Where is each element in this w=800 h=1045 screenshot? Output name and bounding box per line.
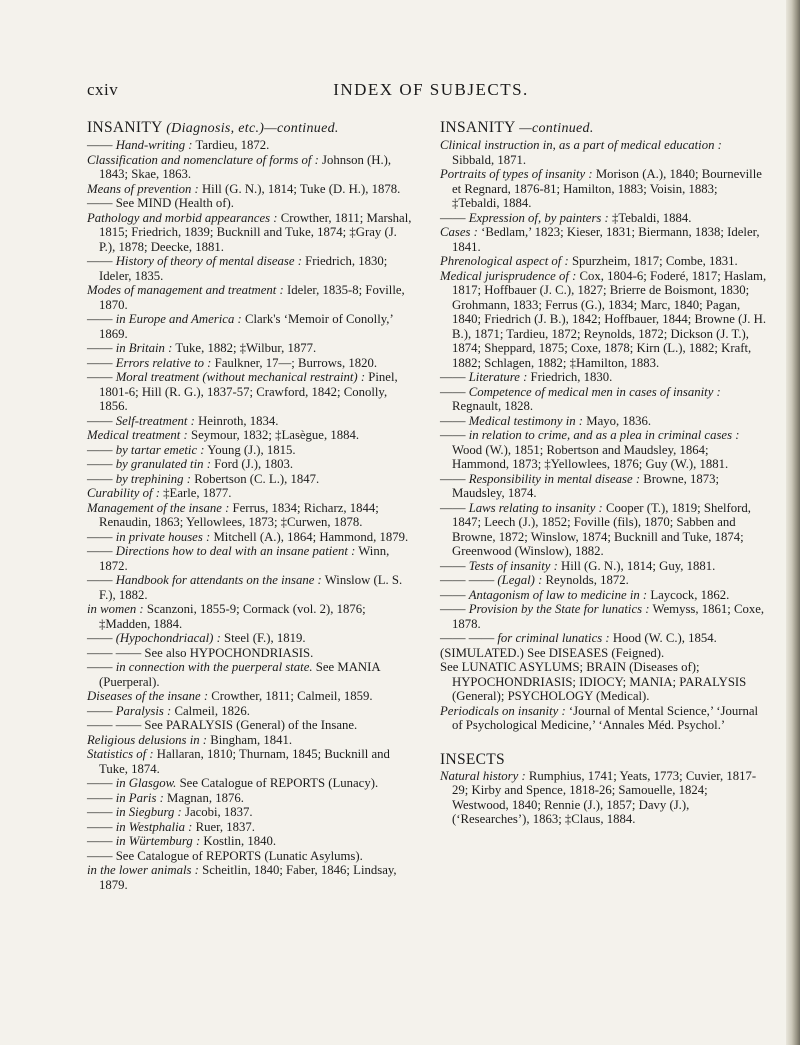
- ditto-dash: ——: [87, 544, 116, 558]
- entry-title: Modes of management and treatment :: [87, 283, 284, 297]
- entry-references: Winslow (L. S. F.), 1882.: [99, 573, 403, 602]
- entry-references: Mitchell (A.), 1864; Hammond, 1879.: [210, 529, 409, 544]
- index-entry: [87, 820, 414, 835]
- ditto-dash: ——: [87, 196, 116, 210]
- entry-title: Curability of :: [87, 486, 160, 500]
- entry-references: Wemyss, 1861; Coxe, 1878.: [452, 602, 765, 631]
- page-header: [87, 80, 775, 110]
- entry-title: Medical testimony in :: [468, 413, 584, 428]
- ditto-dash: ——: [87, 471, 116, 486]
- entry-references: Robertson (C. L.), 1847.: [191, 471, 320, 486]
- ditto-dash: ——: [440, 384, 469, 399]
- entry-title: Competence of medical men in cases of insanity :: [468, 384, 721, 399]
- entry-references: Steel (F.), 1819.: [220, 631, 306, 645]
- entry-references: See Catalogue of REPORTS (Lunacy).: [176, 776, 379, 790]
- entry-title: in women :: [87, 602, 144, 616]
- index-entry: [87, 834, 414, 849]
- ditto-dash: ——: [440, 558, 469, 573]
- entry-references: Sibbald, 1871.: [452, 152, 527, 167]
- index-entry: [87, 138, 414, 153]
- entry-references: Winn, 1872.: [99, 544, 390, 573]
- entry-title: (Hypochondriacal) :: [115, 631, 221, 645]
- index-entry: [87, 573, 414, 602]
- ditto-dash: ——: [87, 848, 116, 863]
- entry-title: Antagonism of law to medicine in :: [468, 587, 648, 602]
- index-entry: [87, 602, 414, 631]
- entry-title: Laws relating to insanity :: [468, 500, 603, 515]
- entry-references: Jacobi, 1837.: [181, 805, 253, 819]
- entry-references: (SIMULATED.) See DISEASES (Feigned).: [440, 645, 665, 660]
- index-entry: [87, 805, 414, 820]
- index-entry: [440, 769, 767, 827]
- index-entry: [87, 312, 414, 341]
- ditto-dash: ——: [87, 312, 116, 326]
- index-entry: [440, 385, 767, 414]
- section-gap: [440, 733, 767, 751]
- index-entry: [440, 559, 767, 574]
- index-entry: [440, 269, 767, 371]
- index-entry: [440, 573, 767, 588]
- entry-references: Calmeil, 1826.: [171, 703, 250, 718]
- ditto-dash: ——: [87, 138, 116, 152]
- index-entry: [87, 254, 414, 283]
- entry-references: ‡Tebaldi, 1884.: [608, 210, 692, 225]
- entry-references: Laycock, 1862.: [647, 587, 730, 602]
- entry-references: Johnson (H.), 1843; Skae, 1863.: [99, 152, 392, 181]
- entry-references: See Catalogue of REPORTS (Lunatic Asylums).: [115, 848, 363, 863]
- entry-title: (Legal) :: [497, 573, 543, 587]
- index-entry: [440, 225, 767, 254]
- ditto-dash: ——: [440, 428, 469, 442]
- entry-title: for criminal lunatics :: [497, 631, 610, 645]
- index-entry: [87, 660, 414, 689]
- entry-title: in the lower animals :: [87, 863, 199, 877]
- index-entry: [87, 486, 414, 501]
- index-entry: [440, 501, 767, 559]
- index-entry: [87, 443, 414, 458]
- entry-title: Provision by the State for lunatics :: [468, 602, 650, 616]
- entry-references: Young (J.), 1815.: [204, 442, 296, 457]
- index-entry: [440, 167, 767, 211]
- entry-title: Classification and nomenclature of forms of :: [87, 152, 319, 167]
- ditto-dash: ——: [440, 471, 469, 486]
- index-entry: [440, 704, 767, 733]
- ditto-dash: ——: [87, 660, 116, 674]
- entry-references: See LUNATIC ASYLUMS; BRAIN (Diseases of); HYPOCHONDRIASIS; IDIOCY; MANIA; PARALYSIS (General); PSYCHOLOGY (Medical).: [440, 660, 747, 703]
- entry-title: in relation to crime, and as a plea in criminal cases :: [468, 428, 740, 442]
- entry-title: by trephining :: [115, 471, 191, 486]
- entry-title: Responsibility in mental disease :: [468, 471, 641, 486]
- entry-references: Reynolds, 1872.: [542, 573, 629, 587]
- entry-title: Natural history :: [440, 768, 526, 783]
- index-entry: [87, 704, 414, 719]
- index-entry: [87, 718, 414, 733]
- index-entry: [440, 138, 767, 167]
- entry-references: Regnault, 1828.: [452, 399, 534, 413]
- entry-references: Magnan, 1876.: [163, 790, 244, 805]
- ditto-dash: —— ——: [87, 718, 145, 732]
- ditto-dash: ——: [87, 834, 116, 848]
- entry-title: Self-treatment :: [115, 413, 195, 428]
- entry-references: ‘Journal of Mental Science,’ ‘Journal of Psychological Medicine,’ ‘Annales Méd. Psychol.’: [452, 703, 759, 732]
- ditto-dash: ——: [440, 210, 469, 225]
- entry-title: Expression of, by painters :: [468, 210, 609, 225]
- entry-references: Tardieu, 1872.: [192, 138, 270, 152]
- index-entry: [87, 211, 414, 255]
- index-entry: [87, 356, 414, 371]
- entry-title: Medical jurisprudence of :: [440, 268, 577, 283]
- section-heading: [87, 119, 414, 138]
- entry-title: Means of prevention :: [87, 181, 199, 196]
- ditto-dash: ——: [440, 602, 469, 616]
- index-entry: [440, 588, 767, 603]
- entry-references: Ideler, 1835-8; Foville, 1870.: [99, 283, 405, 312]
- heading-suffix: (Diagnosis, etc.)—continued.: [166, 121, 339, 136]
- index-entry: [440, 472, 767, 501]
- entry-title: Cases :: [440, 225, 478, 239]
- entry-title: in Europe and America :: [115, 312, 242, 326]
- running-head: INDEX OF SUBJECTS.: [333, 80, 529, 99]
- entry-title: Diseases of the insane :: [87, 689, 209, 703]
- heading-text: INSANITY: [440, 119, 516, 136]
- entry-references: Hill (G. N.), 1814; Tuke (D. H.), 1878.: [198, 181, 401, 196]
- entry-references: Faulkner, 17—; Burrows, 1820.: [211, 355, 378, 370]
- left-column: [87, 119, 414, 892]
- entry-references: Mayo, 1836.: [583, 413, 652, 428]
- ditto-dash: ——: [87, 819, 116, 834]
- index-entry: [440, 646, 767, 661]
- entry-references: See also HYPOCHONDRIASIS.: [144, 645, 314, 660]
- entry-title: Errors relative to :: [115, 355, 212, 370]
- entry-references: Crowther, 1811; Calmeil, 1859.: [208, 689, 373, 703]
- entry-references: Ferrus, 1834; Richarz, 1844; Renaudin, 1863; Yellowlees, 1873; ‡Curwen, 1878.: [99, 500, 379, 529]
- entry-title: Management of the insane :: [87, 500, 230, 515]
- entry-title: Directions how to deal with an insane patient :: [115, 544, 356, 558]
- index-entry: [440, 428, 767, 472]
- entry-references: Clark's ‘Memoir of Conolly,’ 1869.: [99, 312, 393, 341]
- entry-title: Religious delusions in :: [87, 732, 208, 747]
- index-entry: [87, 863, 414, 892]
- index-entry: [87, 501, 414, 530]
- entry-title: in Britain :: [115, 341, 173, 355]
- entry-title: Periodicals on insanity :: [440, 703, 566, 718]
- ditto-dash: ——: [440, 413, 469, 428]
- entry-references: Ford (J.), 1803.: [210, 457, 294, 471]
- entry-references: Heinroth, 1834.: [194, 413, 279, 428]
- index-entry: [87, 341, 414, 356]
- ditto-dash: ——: [87, 703, 116, 718]
- ditto-dash: ——: [87, 805, 116, 819]
- entry-references: Browne, 1873; Maudsley, 1874.: [452, 471, 720, 500]
- ditto-dash: ——: [87, 631, 116, 645]
- entry-title: in connection with the puerperal state.: [115, 660, 313, 674]
- index-entry: [87, 428, 414, 443]
- index-entry: [440, 414, 767, 429]
- entry-references: Pinel, 1801-6; Hill (R. G.), 1837-57; Crawford, 1842; Conolly, 1856.: [99, 370, 398, 413]
- entry-title: History of theory of mental disease :: [115, 254, 302, 268]
- entry-title: in Westphalia :: [115, 819, 193, 834]
- entry-references: Morison (A.), 1840; Bourneville et Regnard, 1876-81; Hamilton, 1883; Voisin, 1883; ‡Tebaldi, 1884.: [452, 167, 762, 210]
- entry-references: Friedrich, 1830; Ideler, 1835.: [99, 254, 388, 283]
- entry-references: Crowther, 1811; Marshal, 1815; Friedrich, 1839; Bucknill and Tuke, 1874; ‡Gray (J. P.), 1878; Deecke, 1881.: [99, 210, 412, 254]
- entry-title: Medical treatment :: [87, 428, 188, 442]
- entry-references: Cox, 1804-6; Foderé, 1817; Haslam, 1817; Hoffbauer (J. C.), 1827; Brierre de Boismont, 1830; Grohmann, 1833; Ferrus (G.), 1834; Marc, 1840; Pagan, 1840; Friedrich (J. B.), 1842; Hoffbauer, 1844; Browne (J. H. B.), 1871; Tardieu, 1872; Reynolds, 1872; Dickson (J. T.), 1874; Sheppard, 1875; Coxe, 1878; Kirn (L.), 1882; Kraft, 1882; Schlagen, 1882; ‡Hamilton, 1883.: [452, 268, 767, 370]
- entry-references: Bingham, 1841.: [207, 732, 293, 747]
- heading-text: INSECTS: [440, 750, 505, 768]
- entry-title: in Paris :: [115, 790, 164, 805]
- index-entry: [440, 631, 767, 646]
- entry-references: Ruer, 1837.: [192, 819, 255, 834]
- entry-references: Hill (G. N.), 1814; Guy, 1881.: [557, 558, 716, 573]
- index-entry: [87, 457, 414, 472]
- entry-title: in private houses :: [115, 529, 211, 544]
- index-entry: [87, 849, 414, 864]
- index-entry: [87, 370, 414, 414]
- entry-references: Wood (W.), 1851; Robertson and Maudsley, 1864; Hammond, 1873; ‡Yellowlees, 1876; Guy (W.), 1881.: [452, 442, 729, 471]
- ditto-dash: ——: [87, 254, 116, 268]
- ditto-dash: —— ——: [440, 631, 498, 645]
- entry-references: See PARALYSIS (General) of the Insane.: [144, 718, 358, 732]
- index-entry: [87, 776, 414, 791]
- entry-references: See MANIA (Puerperal).: [99, 660, 380, 689]
- entry-title: Tests of insanity :: [468, 558, 558, 573]
- index-entry: [87, 153, 414, 182]
- ditto-dash: ——: [87, 341, 116, 355]
- index-entry: [87, 283, 414, 312]
- entry-title: by granulated tin :: [115, 457, 211, 471]
- entry-references: Scheitlin, 1840; Faber, 1846; Lindsay, 1879.: [99, 863, 397, 892]
- entry-references: Hallaran, 1810; Thurnam, 1845; Bucknill and Tuke, 1874.: [99, 747, 390, 776]
- entry-title: Pathology and morbid appearances :: [87, 210, 278, 225]
- ditto-dash: ——: [87, 776, 116, 790]
- entry-title: Phrenological aspect of :: [440, 254, 569, 268]
- entry-references: Seymour, 1832; ‡Lasègue, 1884.: [187, 428, 360, 442]
- page-number: cxiv: [87, 80, 119, 99]
- entry-title: Literature :: [468, 370, 528, 384]
- entry-title: Moral treatment (without mechanical restraint) :: [115, 370, 366, 384]
- entry-title: Portraits of types of insanity :: [440, 167, 593, 181]
- entry-references: Kostlin, 1840.: [200, 834, 277, 848]
- ditto-dash: ——: [87, 370, 116, 384]
- section-heading: [440, 751, 767, 769]
- ditto-dash: ——: [87, 790, 116, 805]
- index-entry: [87, 530, 414, 545]
- index-entry: [87, 631, 414, 646]
- index-entry: [440, 660, 767, 704]
- index-entry: [87, 689, 414, 704]
- ditto-dash: ——: [440, 370, 469, 384]
- index-entry: [87, 791, 414, 806]
- ditto-dash: ——: [87, 457, 116, 471]
- entry-references: Hood (W. C.), 1854.: [609, 631, 717, 645]
- entry-title: Hand-writing :: [115, 138, 193, 152]
- index-entry: [87, 646, 414, 661]
- ditto-dash: ——: [440, 500, 469, 515]
- index-entry: [440, 370, 767, 385]
- entry-title: in Würtemburg :: [115, 834, 201, 848]
- entry-references: Tuke, 1882; ‡Wilbur, 1877.: [172, 341, 317, 355]
- index-entry: [440, 254, 767, 269]
- entry-title: in Siegburg :: [115, 805, 182, 819]
- entry-references: Rumphius, 1741; Yeats, 1773; Cuvier, 1817-29; Kirby and Spence, 1818-26; Samouelle, 1824; Westwood, 1840; Rennie (J.), 1857; Davy (J.), (‘Researches’), 1863; ‡Claus, 1884.: [452, 768, 757, 826]
- index-entry: [87, 196, 414, 211]
- index-entry: [87, 733, 414, 748]
- entry-title: Handbook for attendants on the insane :: [115, 573, 322, 587]
- index-entry: [440, 602, 767, 631]
- entry-references: Scanzoni, 1855-9; Cormack (vol. 2), 1876; ‡Madden, 1884.: [99, 602, 366, 631]
- section-heading: [440, 119, 767, 138]
- entry-references: Friedrich, 1830.: [527, 370, 613, 384]
- right-column: [440, 119, 767, 827]
- ditto-dash: ——: [87, 442, 116, 457]
- ditto-dash: ——: [87, 529, 116, 544]
- index-entry: [87, 182, 414, 197]
- index-entry: [87, 747, 414, 776]
- ditto-dash: ——: [87, 573, 116, 587]
- page-edge-shadow: [786, 0, 800, 1045]
- index-entry: [440, 211, 767, 226]
- index-entry: [87, 414, 414, 429]
- entry-title: Clinical instruction in, as a part of medical education :: [440, 138, 722, 152]
- entry-references: Cooper (T.), 1819; Shelford, 1847; Leech (J.), 1852; Foville (fils), 1870; Sabben and Browne, 1872; Winslow, 1874; Bucknill and Tuke, 1874; Greenwood (Winslow), 1882.: [452, 500, 751, 558]
- entry-title: Paralysis :: [115, 703, 172, 718]
- entry-references: ‘Bedlam,’ 1823; Kieser, 1831; Biermann, 1838; Ideler, 1841.: [452, 225, 760, 254]
- entry-references: See MIND (Health of).: [115, 196, 234, 210]
- ditto-dash: ——: [440, 587, 469, 602]
- entry-references: Spurzheim, 1817; Combe, 1831.: [568, 254, 738, 268]
- heading-text: INSANITY: [87, 119, 163, 136]
- ditto-dash: —— ——: [440, 573, 498, 587]
- ditto-dash: —— ——: [87, 645, 145, 660]
- entry-title: by tartar emetic :: [115, 442, 205, 457]
- ditto-dash: ——: [87, 413, 116, 428]
- index-entry: [87, 472, 414, 487]
- entry-references: ‡Earle, 1877.: [159, 486, 232, 500]
- heading-suffix: —continued.: [519, 121, 594, 136]
- index-entry: [87, 544, 414, 573]
- ditto-dash: ——: [87, 355, 116, 370]
- entry-title: in Glasgow.: [115, 776, 177, 790]
- entry-title: Statistics of :: [87, 747, 154, 761]
